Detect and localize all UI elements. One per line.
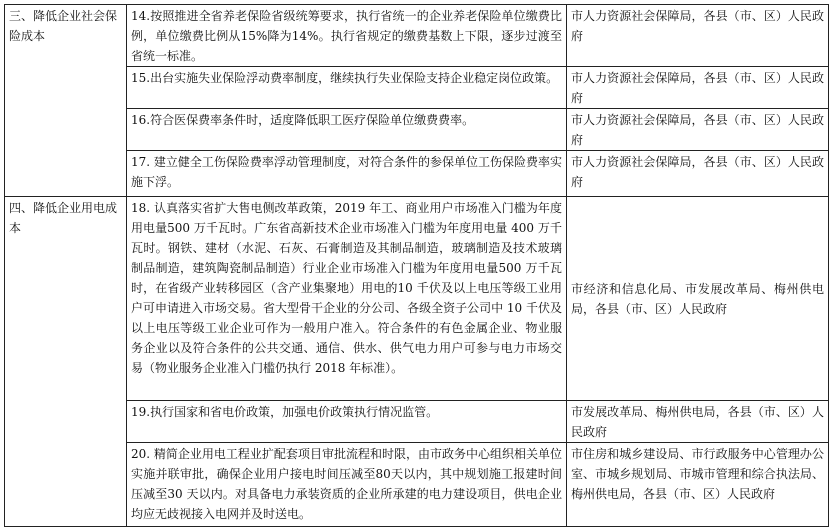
measure-cell: 19.执行国家和省电价政策，加强电价政策执行情况监管。: [127, 401, 567, 443]
department-cell: 市人力资源社会保障局，各县（市、区）人民政府: [567, 151, 829, 197]
measure-cell: 16.符合医保费率条件时，适度降低职工医疗保险单位缴费费率。: [127, 109, 567, 151]
category-cell: 三、降低企业社会保险成本: [5, 5, 127, 197]
table-row: [5, 401, 829, 443]
table-row: [5, 5, 829, 67]
measure-cell: 17. 建立健全工伤保险费率浮动管理制度，对符合条件的参保单位工伤保险费率实施下浮。: [127, 151, 567, 197]
category-cell: 四、降低企业用电成本: [5, 197, 127, 527]
policy-table: [4, 4, 829, 527]
table-row: [5, 197, 829, 401]
table-row: [5, 443, 829, 527]
measure-cell: 18. 认真落实省扩大售电侧改革政策，2019 年工、商业用户市场准入门槛为年度用电量500 万千瓦时。广东省高新技术企业市场准入门槛为年度用电量 400 万千瓦时。钢铁、建材（水泥、石灰、石膏制造及其制品制造，玻璃制造及技术玻璃制品制造，建筑陶瓷制品制造）行业企业市场准入门槛为年度用电量500 万千瓦时，在省级产业转移园区（含产业集聚地）用电的10 千伏及以上电压等级工业用户可申请进入市场交易。省大型骨干企业的分公司、各级全资子公司中 10 千伏及以上电压等级工业企业可作为一般用户准入。符合条件的有色金属企业、物业服务企业以及符合条件的公共交通、通信、供水、供气电力用户可参与电力市场交易（物业服务企业准入门槛仍执行 2018 年标准）。: [127, 197, 567, 401]
measure-cell: 20. 精简企业用电工程业扩配套项目审批流程和时限，由市政务中心组织相关单位实施并联审批，确保企业用户接电时间压减至80天以内，其中规划施工报建时间压减至30 天以内。对具备电力承装资质的企业所承建的电力建设项目，供电企业均应无歧视接入电网并及时送电。: [127, 443, 567, 527]
department-cell: 市人力资源社会保障局，各县（市、区）人民政府: [567, 5, 829, 67]
measure-cell: 15.出台实施失业保险浮动费率制度，继续执行失业保险支持企业稳定岗位政策。: [127, 67, 567, 109]
table-row: [5, 109, 829, 151]
department-cell: 市人力资源社会保障局，各县（市、区）人民政府: [567, 109, 829, 151]
department-cell: 市发展改革局、梅州供电局，各县（市、区）人民政府: [567, 401, 829, 443]
table-row: [5, 151, 829, 197]
department-cell: 市经济和信息化局、市发展改革局、梅州供电局，各县（市、区）人民政府: [567, 197, 829, 401]
department-cell: 市人力资源社会保障局，各县（市、区）人民政府: [567, 67, 829, 109]
table-row: [5, 67, 829, 109]
measure-cell: 14.按照推进全省养老保险省级统筹要求，执行省统一的企业养老保险单位缴费比例，单位缴费比例从15%降为14%。执行省规定的缴费基数上下限，逐步过渡至省统一标准。: [127, 5, 567, 67]
department-cell: 市住房和城乡建设局、市行政服务中心管理办公室、市城乡规划局、市城市管理和综合执法局、梅州供电局，各县（市、区）人民政府: [567, 443, 829, 527]
